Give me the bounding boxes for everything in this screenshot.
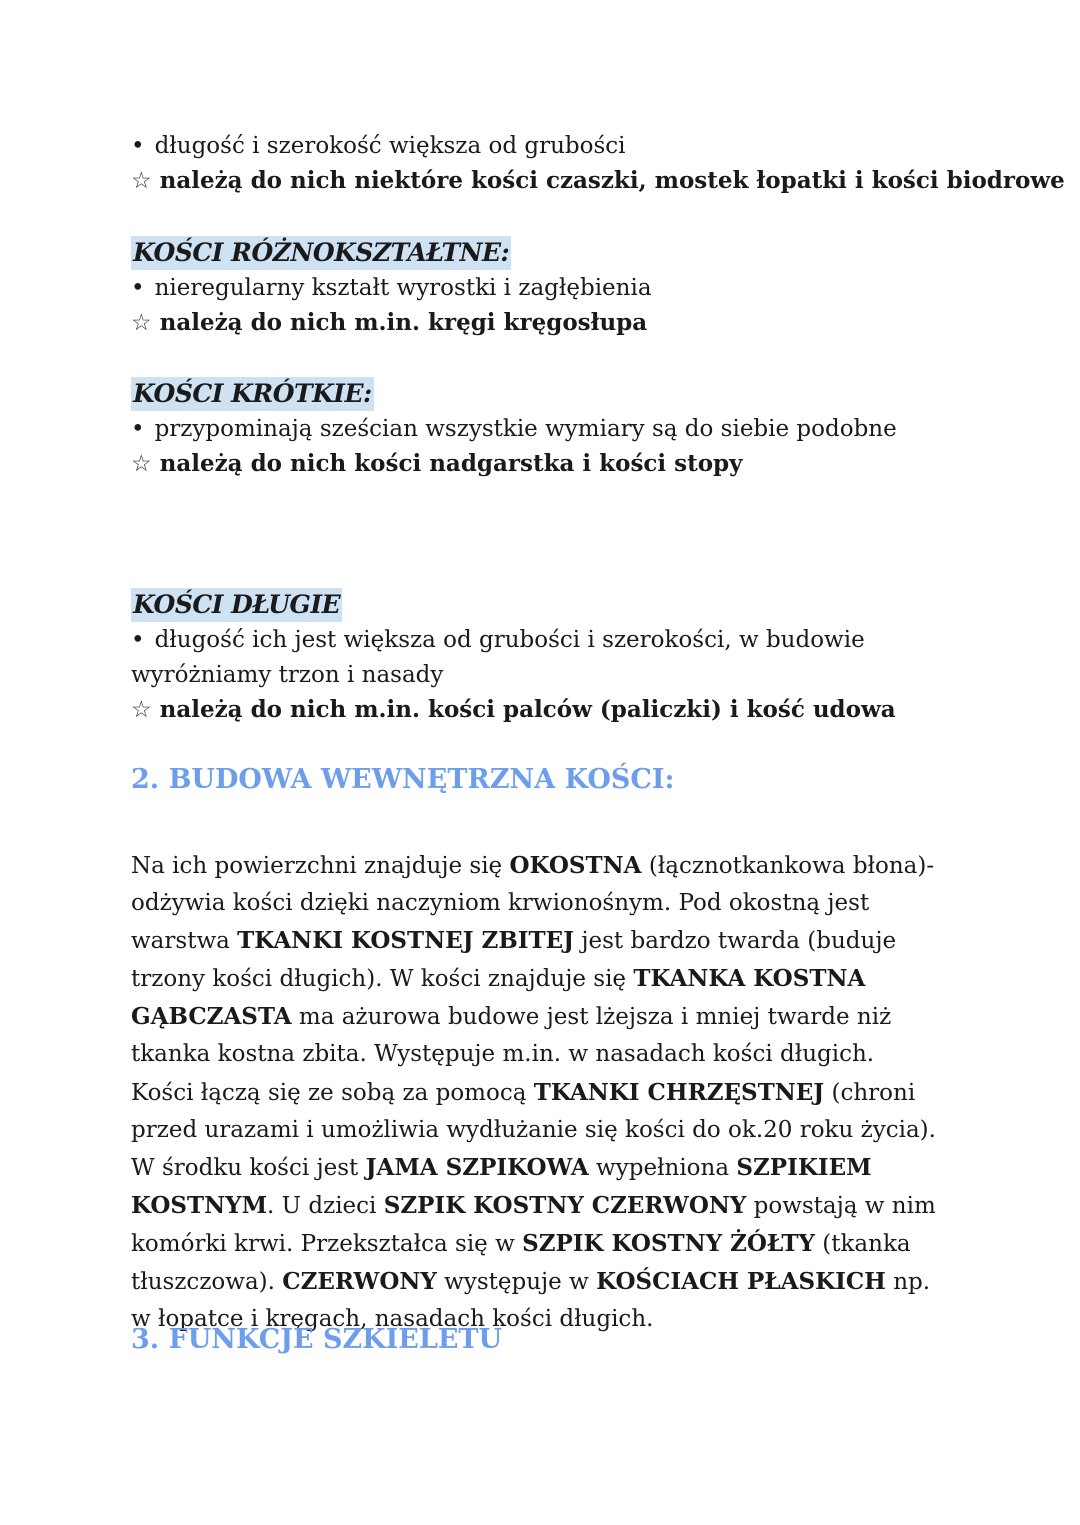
section-2-title: 2. BUDOWA WEWNĘTRZNA KOŚCI: xyxy=(131,764,675,795)
term-kosci-plaskie: KOŚCIACH PŁASKICH xyxy=(596,1268,886,1296)
irregular-bones-heading: KOŚCI RÓŻNOKSZTAŁTNE: xyxy=(131,236,511,270)
long-bones-heading: KOŚCI DŁUGIE xyxy=(131,588,342,622)
bullet-icon: • xyxy=(131,416,145,442)
flat-bones-bullet xyxy=(131,128,626,164)
para-text: np. w łopatce i kręgach, nasadach kości długich. xyxy=(131,1269,931,1333)
term-tkanka-gabczasta: TKANKA KOSTNA GĄBCZASTA xyxy=(131,965,866,1031)
para-text: (tkanka tłuszczowa). xyxy=(131,1230,911,1296)
long-bones-examples-text: należą do nich m.in. kości palców (paliczki) i kość udowa xyxy=(159,696,896,723)
short-bones-examples-text: należą do nich kości nadgarstka i kości stopy xyxy=(159,450,743,477)
irregular-bones-examples-text: należą do nich m.in. kręgi kręgosłupa xyxy=(159,309,648,336)
short-bones-heading: KOŚCI KRÓTKIE: xyxy=(131,377,374,411)
term-szpik-kostny: SZPIKIEM KOSTNYM xyxy=(131,1153,872,1219)
term-czerwony: CZERWONY xyxy=(282,1268,437,1296)
long-bones-bullet-cont: wyróżniamy trzon i nasady xyxy=(131,662,444,688)
irregular-bones-examples xyxy=(131,305,647,341)
long-bones-bullet-text-1: długość ich jest większa od grubości i szerokości, w budowie xyxy=(154,627,865,653)
para-text: Na ich powierzchni znajduje się xyxy=(131,853,510,879)
bullet-icon: • xyxy=(131,133,145,159)
flat-bones-examples-text: należą do nich niektóre kości czaszki, mostek łopatki i kości biodrowe xyxy=(159,167,1065,194)
bullet-icon: • xyxy=(131,627,145,653)
para-text: ma ażurowa budowe jest lżejsza i mniej twarde niż tkanka kostna zbita. Występuje m.in. w nasadach kości długich. Kości łączą się ze sobą za pomocą xyxy=(131,1004,892,1106)
long-bones-examples xyxy=(131,692,896,728)
flat-bones-examples xyxy=(131,163,1065,199)
term-szpik-zolty: SZPIK KOSTNY ŻÓŁTY xyxy=(522,1229,815,1257)
term-okostna: OKOSTNA xyxy=(509,852,642,879)
section-2-paragraph xyxy=(131,847,936,1338)
short-bones-bullet-text: przypominają sześcian wszystkie wymiary są do siebie podobne xyxy=(154,416,897,442)
star-icon: ☆ xyxy=(131,451,152,477)
bullet-icon: • xyxy=(131,275,145,301)
long-bones-bullet xyxy=(131,622,865,658)
para-text: jest bardzo twarda (buduje trzony kości długich). W kości znajduje się xyxy=(131,928,897,993)
para-text: wypełniona xyxy=(588,1154,737,1181)
para-text: . U dzieci xyxy=(267,1192,384,1219)
para-text: (chroni przed urazami i umożliwia wydłużanie się kości do ok.20 roku życia). W środku kości jest xyxy=(131,1079,936,1181)
star-icon: ☆ xyxy=(131,310,152,336)
para-text: (łącznotkankowa błona)- odżywia kości dzięki naczyniom krwionośnym. Pod okostną jest warstwa xyxy=(131,853,935,955)
section-3-title: 3. FUNKCJE SZKIELETU xyxy=(131,1324,503,1355)
short-bones-bullet xyxy=(131,411,897,447)
para-text: powstają w nim komórki krwi. Przekształca się w xyxy=(131,1192,936,1257)
term-tkanka-zbita: TKANKI KOSTNEJ ZBITEJ xyxy=(237,927,575,955)
short-bones-examples xyxy=(131,446,743,482)
irregular-bones-bullet-text: nieregularny kształt wyrostki i zagłębienia xyxy=(154,275,652,301)
term-jama-szpikowa: JAMA SZPIKOWA xyxy=(365,1153,589,1181)
term-tkanka-chrzestna: TKANKI CHRZĘSTNEJ xyxy=(533,1078,825,1106)
star-icon: ☆ xyxy=(131,168,152,194)
term-szpik-czerwony: SZPIK KOSTNY CZERWONY xyxy=(383,1191,747,1219)
flat-bones-bullet-text: długość i szerokość większa od grubości xyxy=(154,133,626,159)
irregular-bones-bullet xyxy=(131,270,652,306)
para-text: występuje w xyxy=(436,1269,597,1296)
star-icon: ☆ xyxy=(131,697,152,723)
